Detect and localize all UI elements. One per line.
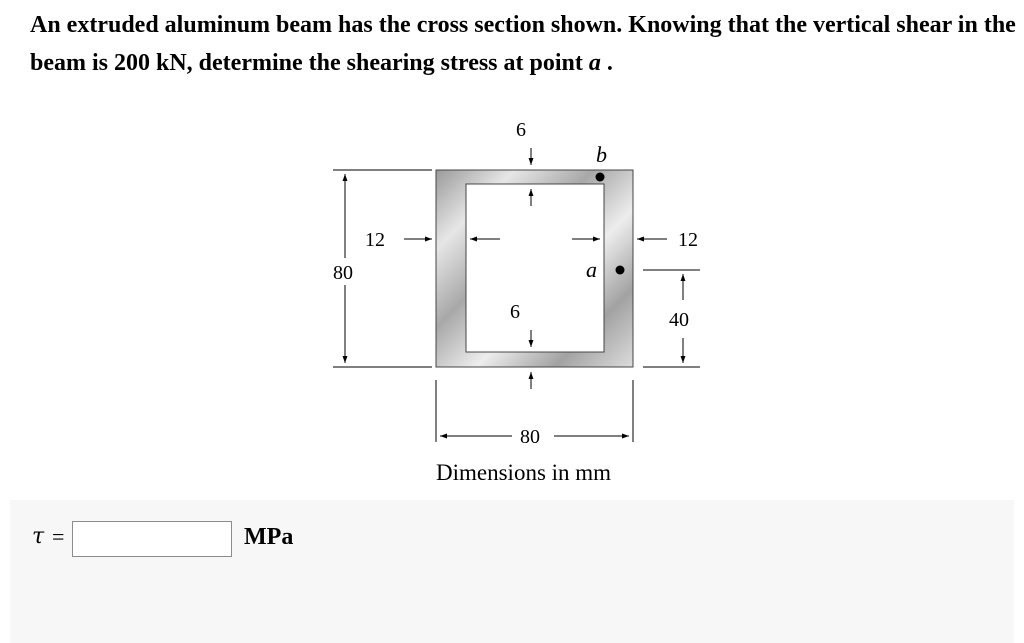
right-wall-label: 12 (678, 229, 698, 251)
problem-text-end: . (600, 50, 613, 76)
point-b-label: b (596, 142, 607, 167)
bottom-flange-label: 6 (510, 301, 520, 323)
width-label: 80 (520, 426, 540, 448)
figure-caption: Dimensions in mm (436, 460, 612, 485)
beam-section (436, 170, 633, 367)
left-wall-label: 12 (365, 229, 385, 251)
answer-unit: MPa (244, 524, 294, 550)
equals-sign: = (52, 524, 65, 549)
point-b-marker (596, 173, 605, 182)
point-a-label: a (586, 257, 597, 282)
problem-point-label: a (588, 50, 601, 76)
point-a-distance-label: 40 (669, 309, 689, 331)
tau-symbol: τ (32, 524, 45, 549)
point-a-marker (616, 266, 625, 275)
top-flange-label: 6 (516, 119, 526, 141)
answer-input[interactable] (72, 521, 232, 557)
problem-text: An extruded aluminum beam has the cross section shown. Knowing that the vertical shear in the beam is 200 kN, determine the shearing stress at point (30, 12, 1016, 76)
height-label: 80 (333, 262, 353, 284)
